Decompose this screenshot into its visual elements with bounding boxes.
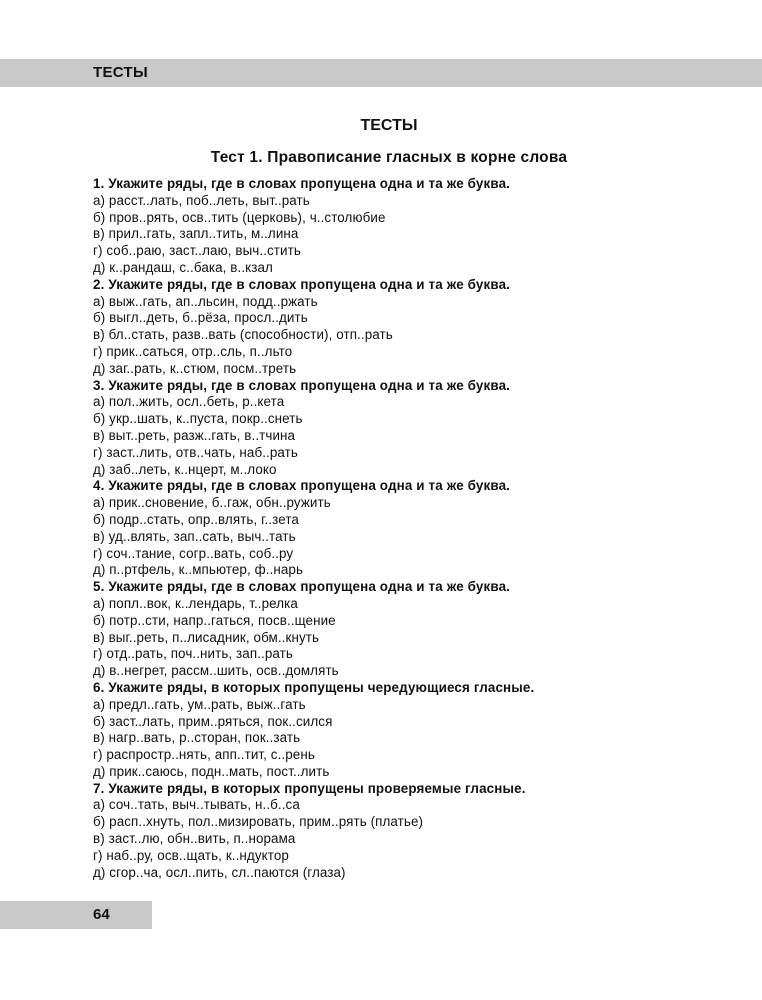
answer-option: г) соб..раю, заст..лаю, выч..стить	[93, 243, 301, 259]
answer-option: д) сгор..ча, осл..пить, сл..паются (глаза)	[93, 864, 346, 880]
answer-option: а) выж..гать, ап..льсин, подд..ржать	[93, 293, 318, 309]
question-text: 6. Укажите ряды, в которых пропущены чередующиеся гласные.	[93, 679, 535, 695]
answer-option: д) к..рандаш, с..бака, в..кзал	[93, 259, 273, 275]
answer-option: г) заст..лить, отв..чать, наб..рать	[93, 444, 298, 460]
answer-option: г) распростр..нять, апп..тит, с..рень	[93, 747, 315, 763]
answer-option: а) попл..вок, к..лендарь, т..релка	[93, 595, 298, 611]
running-header: ТЕСТЫ	[93, 64, 148, 81]
answer-option: в) заст..лю, обн..вить, п..норама	[93, 831, 296, 847]
answer-option: б) потр..сти, напр..гаться, посв..щение	[93, 612, 336, 628]
page-number: 64	[93, 906, 110, 923]
test-title: Тест 1. Правописание гласных в корне слова	[210, 149, 568, 166]
question-text: 1. Укажите ряды, где в словах пропущена одна и та же буква.	[93, 176, 511, 191]
page-title: ТЕСТЫ	[360, 117, 418, 134]
answer-option: б) выгл..деть, б..рёза, просл..дить	[93, 310, 308, 326]
answer-option: д) прик..саюсь, подн..мать, пост..лить	[93, 763, 330, 779]
answer-option: а) прик..сновение, б..гаж, обн..ружить	[93, 495, 331, 511]
question-text: 7. Укажите ряды, в которых пропущены проверяемые гласные.	[93, 780, 526, 796]
question-text: 3. Укажите ряды, где в словах пропущена одна и та же буква.	[93, 377, 511, 393]
answer-option: б) подр..стать, опр..влять, г..зета	[93, 511, 299, 527]
answer-option: д) заг..рать, к..стюм, посм..треть	[93, 360, 297, 376]
answer-option: в) прил..гать, запл..тить, м..лина	[93, 226, 299, 242]
answer-option: г) соч..тание, согр..вать, соб..ру	[93, 545, 294, 561]
answer-option: а) предл..гать, ум..рать, выж..гать	[93, 696, 306, 712]
answer-option: а) пол..жить, осл..беть, р..кета	[93, 394, 285, 410]
answer-option: в) нагр..вать, р..сторан, пок..зать	[93, 730, 301, 746]
question-text: 4. Укажите ряды, где в словах пропущена одна и та же буква.	[93, 478, 511, 494]
question-text: 2. Укажите ряды, где в словах пропущена одна и та же буква.	[93, 276, 511, 292]
answer-option: а) соч..тать, выч..тывать, н..б..са	[93, 797, 300, 813]
answer-option: в) уд..влять, зап..сать, выч..тать	[93, 528, 296, 544]
answer-option: б) пров..рять, осв..тить (церковь), ч..столюбие	[93, 209, 386, 225]
footer-bar	[0, 901, 152, 929]
answer-option: г) наб..ру, осв..щать, к..ндуктор	[93, 847, 289, 863]
answer-option: б) расп..хнуть, пол..мизировать, прим..рять (платье)	[93, 814, 424, 830]
answer-option: г) прик..саться, отр..сль, п..льто	[93, 343, 293, 359]
answer-option: д) в..негрет, рассм..шить, осв..домлять	[93, 663, 339, 679]
answer-option: г) отд..рать, поч..нить, зап..рать	[93, 646, 293, 662]
answer-option: в) выт..реть, разж..гать, в..тчина	[93, 427, 296, 443]
answer-option: в) бл..стать, разв..вать (способности), отп..рать	[93, 327, 393, 343]
answer-option: б) укр..шать, к..пуста, покр..снеть	[93, 411, 303, 427]
answer-option: а) расст..лать, поб..леть, выт..рать	[93, 192, 310, 208]
answer-option: д) п..ртфель, к..мпьютер, ф..нарь	[93, 562, 304, 578]
answer-option: д) заб..леть, к..нцерт, м..локо	[93, 461, 277, 477]
questions-list	[93, 176, 733, 881]
answer-option: в) выг..реть, п..лисадник, обм..кнуть	[93, 629, 320, 645]
answer-option: б) заст..лать, прим..ряться, пок..сился	[93, 713, 333, 729]
question-text: 5. Укажите ряды, где в словах пропущена одна и та же буква.	[93, 579, 511, 595]
